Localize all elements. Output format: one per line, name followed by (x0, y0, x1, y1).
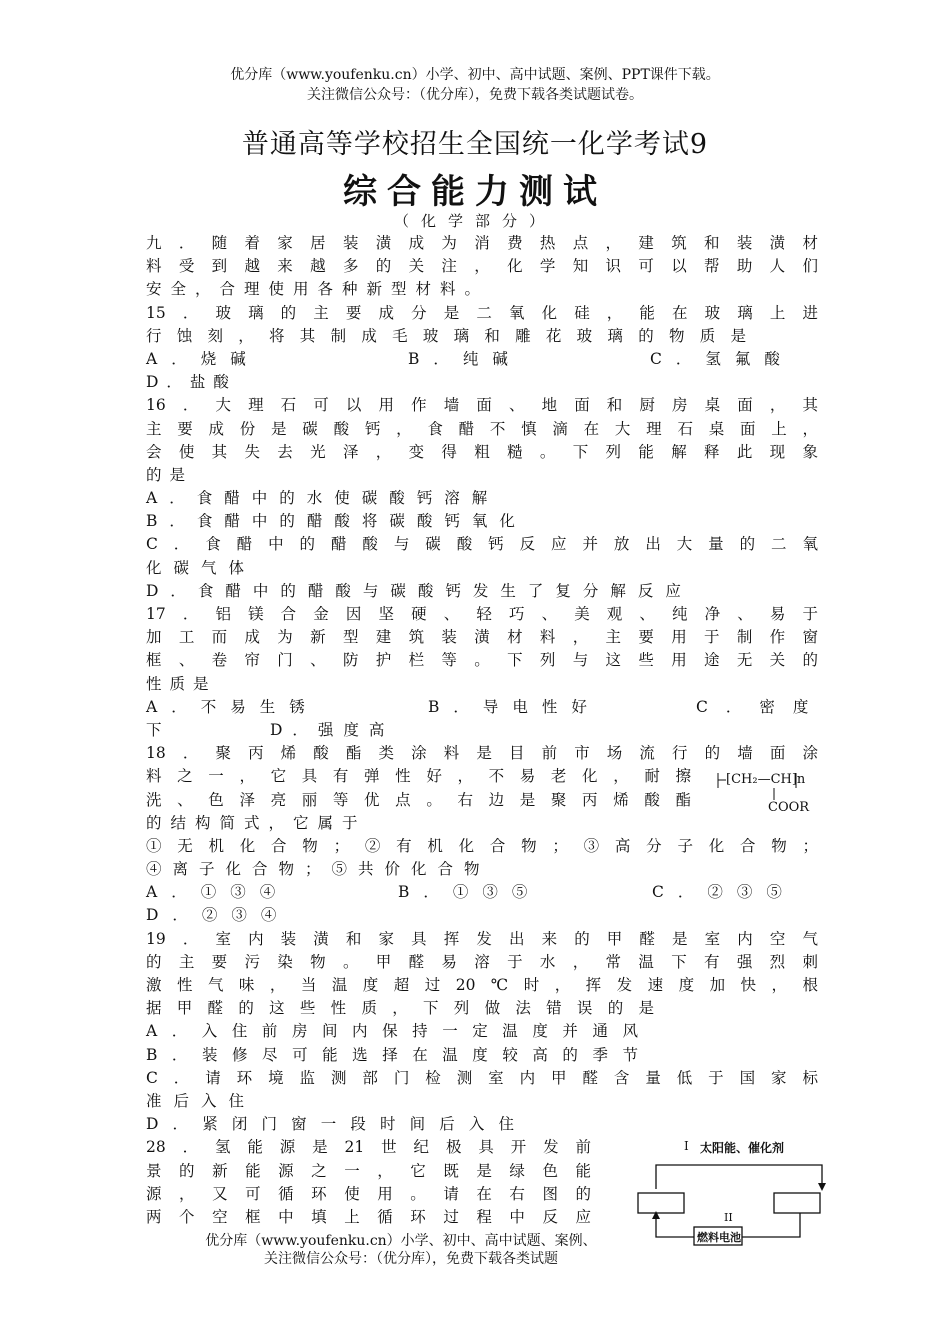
q17-option-a: A．不易生锈 (146, 697, 319, 716)
header-line-1: 优分库（www.youfenku.cn）小学、初中、高中试题、案例、PPT课件下载。 (230, 67, 720, 83)
polymer-branch: COOR (768, 800, 810, 815)
diagram-mark-bottom: II (724, 1211, 733, 1224)
q17-option-d: D．强度高 (270, 720, 395, 739)
q16-option-a: A．食醋中的水使碳酸钙溶解 (146, 489, 500, 508)
q15-stem: 行蚀刻，将其制成毛玻璃和雕花玻璃的物质是 (146, 326, 746, 345)
q19-stem: 的主要污染物。甲醛易溶于水，常温下有强烈刺 (146, 952, 818, 971)
q18-option-c: C．②③⑤ (652, 883, 796, 902)
q15-options (146, 371, 818, 394)
q16-stem: 的是 (146, 465, 194, 484)
footer-line-1: 优分库（www.youfenku.cn）小学、初中、高中试题、案例、 (205, 1233, 597, 1249)
q15-options (146, 348, 818, 371)
diagram-label-top: 太阳能、催化剂 (700, 1141, 785, 1155)
cycle-top-path (656, 1165, 822, 1189)
q28-stem: 源，又可循环使用。请在右图的 (146, 1184, 591, 1203)
q17-stem: 加工而成为新型建筑装潢材料，主要用于制作窗 (146, 628, 818, 647)
q18-stem: 18．聚丙烯酸酯类涂料是目前市场流行的墙面涂 (146, 744, 818, 763)
q18-items: ④离子化合物；⑤共价化合物 (146, 860, 491, 879)
blank-box-left (638, 1193, 684, 1213)
intro-line: 料受到越来越多的关注，化学知识可以帮助人们 (146, 257, 818, 276)
q19-option-b: B．装修尽可能选择在温度较高的季节 (146, 1045, 638, 1064)
q18-items: ①无机化合物；②有机化合物；③高分子化合物； (146, 836, 818, 855)
q17-option-c-cont: 下 (146, 720, 162, 739)
q19-option-c: 准后入住 (146, 1091, 257, 1110)
q15-stem: 15．玻璃的主要成分是二氧化硅，能在玻璃上进 (146, 303, 818, 322)
q17-stem: 框、卷帘门、防护栏等。下列与这些用途无关的 (146, 651, 818, 670)
polymer-structure-formula (716, 770, 816, 820)
q19-stem: 据甲醛的这些性质，下列做法错误的是 (146, 999, 654, 1018)
q19-option-a: A．入住前房间内保持一定温度并通风 (146, 1022, 638, 1041)
intro-line: 安全，合理使用各种新型材料。 (146, 280, 490, 299)
q16-stem: 16．大理石可以用作墙面、地面和厨房桌面，其 (146, 396, 818, 415)
q18-options (146, 904, 818, 927)
section-label: （化学部分） (393, 212, 556, 230)
q17-option-b: B．导电性好 (428, 697, 601, 716)
q17-option-c: C．密度 (696, 697, 827, 716)
q19-option-c: C．请环境监测部门检测室内甲醛含量低于国家标 (146, 1068, 818, 1087)
blank-box-right (774, 1193, 820, 1213)
header-line-2: 关注微信公众号：（优分库），免费下载各类试题试卷。 (307, 87, 643, 103)
exam-title: 普通高等学校招生全国统一化学考试9 (241, 129, 709, 160)
exam-subtitle: 综合能力测试 (343, 172, 607, 212)
q28-stem: 28．氢能源是21世纪极具开发前 (146, 1138, 591, 1157)
footer-line-2: 关注微信公众号：（优分库），免费下载各类试题 (264, 1251, 558, 1267)
intro-line: 九．随着家居装潢成为消费热点，建筑和装潢材 (146, 234, 818, 252)
q16-option-c: 化碳气体 (146, 558, 257, 577)
hydrogen-cycle-diagram (634, 1137, 834, 1247)
q28-stem: 两个空框中填上循环过程中反应 (146, 1207, 591, 1226)
q17-options (146, 696, 827, 719)
q17-stem: 性质是 (146, 674, 217, 693)
q18-stem: 洗、色泽亮丽等优点。右边是聚丙烯酸酯 (146, 790, 691, 809)
q18-stem: 的结构简式，它属于 (146, 813, 367, 832)
q15-option-b: B．纯碱 (408, 349, 522, 368)
q18-option-d: D．②③④ (146, 906, 291, 925)
q28-stem: 景的新能源之一，它既是绿色能 (146, 1161, 591, 1180)
q16-stem: 主要成份是碳酸钙，食醋不慎滴在大理石桌面上， (146, 419, 818, 438)
q19-stem: 19．室内装潢和家具挥发出来的甲醛是室内空气 (146, 929, 818, 948)
q15-option-a: A．烧碱 (146, 349, 260, 368)
q18-option-a: A．①③④ (146, 883, 290, 902)
diagram-label-bottom: 燃料电池 (697, 1231, 741, 1244)
q16-option-b: B．食醋中的醋酸将碳酸钙氧化 (146, 512, 527, 531)
arrow-down-icon (818, 1183, 826, 1191)
q16-stem: 会使其失去光泽，变得粗糙。下列能解释此现象 (146, 442, 818, 461)
q17-stem: 17．铝镁合金因坚硬、轻巧、美观、纯净、易于 (146, 605, 818, 623)
q18-option-b: B．①③⑤ (398, 883, 542, 902)
diagram-mark-top: I (684, 1139, 689, 1153)
q19-option-d: D．紧闭门窗一段时间后入住 (146, 1115, 514, 1134)
q17-options (146, 719, 818, 742)
polymer-main-chain: [CH₂—CH]n (726, 772, 806, 787)
q18-stem: 料之一，它具有弹性好，不易老化，耐擦 (146, 767, 691, 786)
q15-option-c: C．氢氟酸 (650, 349, 794, 368)
q15-option-d: D．盐酸 (146, 373, 237, 392)
q19-stem: 激性气味，当温度超过20℃时，挥发速度加快，根 (146, 976, 818, 994)
q18-options (146, 881, 818, 904)
arrow-up-icon (652, 1211, 660, 1219)
question-body (146, 232, 827, 1229)
q16-option-d: D．食醋中的醋酸与碳酸钙发生了复分解反应 (146, 581, 693, 600)
q16-option-c: C．食醋中的醋酸与碳酸钙反应并放出大量的二氧 (146, 535, 818, 554)
